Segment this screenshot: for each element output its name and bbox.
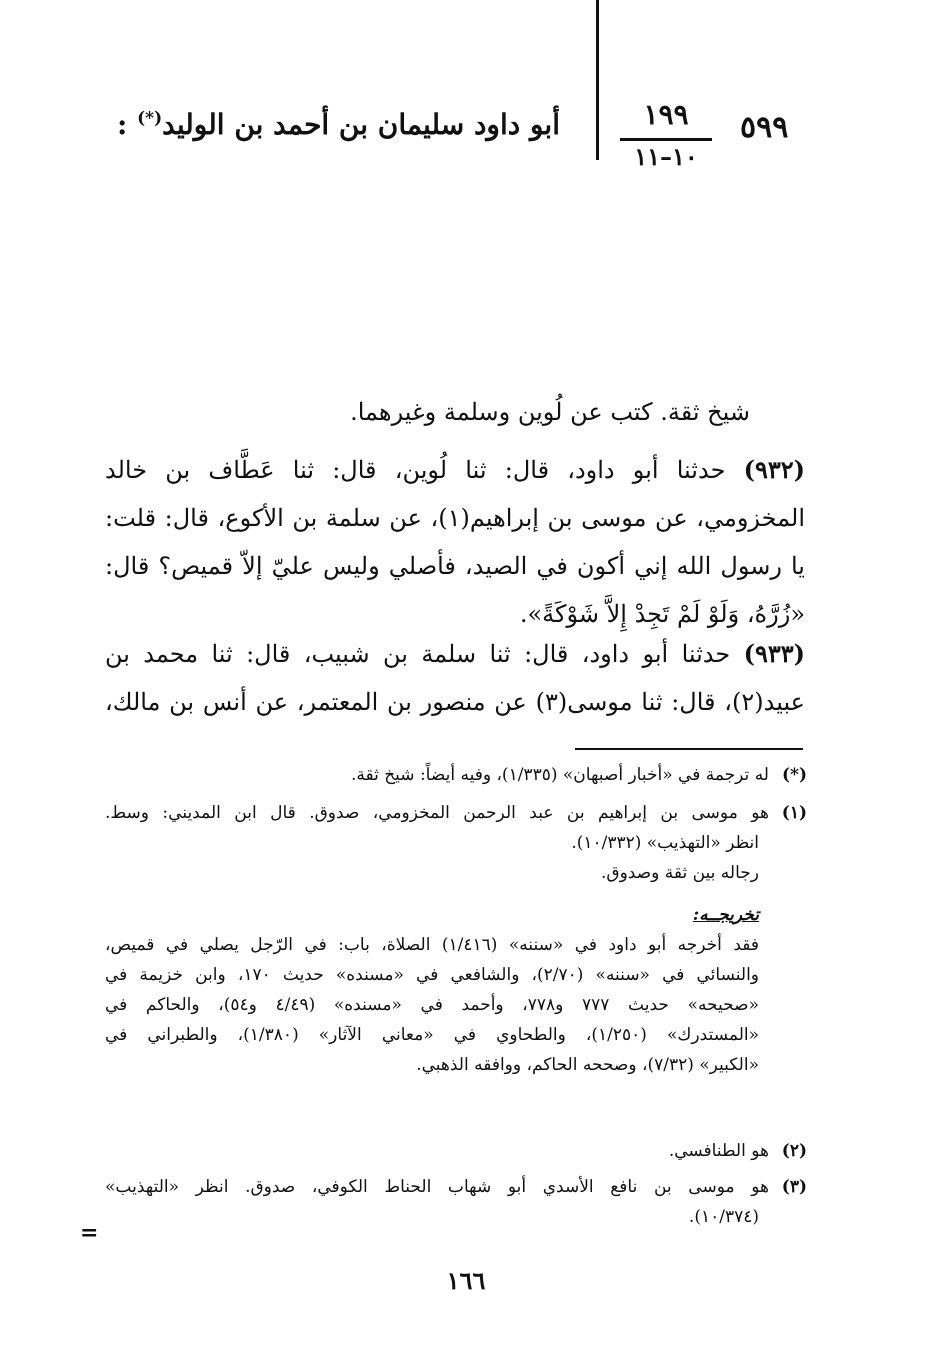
hadith-933-number: (٩٣٣) — [743, 639, 805, 668]
footnote-2 — [105, 1136, 807, 1166]
footnote-1-line-2: انظر «التهذيب» (١٠/٣٣٢). — [571, 833, 759, 853]
footnote-rule — [575, 748, 803, 750]
entry-number: ٥٩٩ — [740, 110, 789, 145]
takhrij-line-1: فقد أخرجه أبو داود في «سننه» (١/٤١٦) الصلاة، باب: في الرّجل يصلي في قميص، — [105, 935, 759, 955]
footnote-3-line-2: (١٠/٣٧٤). — [688, 1207, 759, 1227]
heading-colon: : — [117, 108, 138, 141]
hadith-932-line-1-text: حدثنا أبو داود، قال: ثنا لُوين، قال: ثنا عَطَّاف بن خالد — [105, 456, 726, 484]
hadith-932 — [105, 446, 805, 638]
footnote-3-line-1-text: هو موسى بن نافع الأسدي أبو شهاب الحناط الكوفي، صدوق. انظر «التهذيب» — [105, 1177, 769, 1197]
footnote-1-line-1-text: هو موسى بن إبراهيم بن عبد الرحمن المخزومي، صدوق. قال ابن المديني: وسط. — [105, 803, 769, 823]
footnote-3 — [105, 1172, 807, 1232]
fraction-bar — [620, 138, 712, 141]
footnote-star — [105, 760, 807, 790]
hadith-932-line-2: المخزومي، عن موسى بن إبراهيم(١)، عن سلمة بن الأكوع، قال: قلت: — [105, 504, 805, 532]
footnote-2-text: هو الطنافسي. — [668, 1141, 769, 1161]
takhrij-line-2: والنسائي في «سننه» (٢/٧٠)، والشافعي في «مسنده» حديث ١٧٠، وابن خزيمة في — [105, 965, 759, 985]
footnote-1-line-3: رجاله بين ثقة وصدوق. — [600, 863, 759, 883]
continuation-mark: = — [80, 1220, 99, 1246]
hadith-933-line-1 — [105, 630, 805, 678]
hadith-932-line-1 — [105, 446, 805, 494]
takhrij-line-3: «صحيحه» حديث ٧٧٧ و٧٧٨، وأحمد في «مسنده» (٤/٤٩ و٥٤)، والحاكم في — [105, 995, 759, 1015]
takhrij-line-4: «المستدرك» (١/٢٥٠)، والطحاوي في «معاني الآثار» (١/٣٨٠)، والطبراني في — [105, 1025, 759, 1045]
volume-fraction-top: ١٩٩ — [643, 98, 689, 131]
footnote-1-mark: (١) — [781, 803, 807, 823]
footnote-3-mark: (٣) — [781, 1177, 807, 1197]
takhrij-line-5: «الكبير» (٧/٣٢)، وصححه الحاكم، ووافقه الذهبي. — [416, 1055, 759, 1075]
page-number: ١٦٦ — [446, 1266, 486, 1295]
hadith-933-line-2: عبيد(٢)، قال: ثنا موسى(٣) عن منصور بن المعتمر، عن أنس بن مالك، — [105, 688, 805, 716]
heading-footnote-mark: (*) — [137, 108, 163, 129]
takhrij-heading: تخريجــه: — [692, 905, 759, 925]
hadith-932-line-3: يا رسول الله إني أكون في الصيد، فأصلي وليس عليّ إلاّ قميص؟ قال: — [105, 552, 805, 580]
narrator-heading — [117, 108, 560, 141]
hadith-933 — [105, 630, 805, 726]
footnote-2-mark: (٢) — [781, 1141, 807, 1161]
hadith-932-number: (٩٣٢) — [743, 455, 805, 484]
hadith-932-line-4: «زُرَّهُ، وَلَوْ لَمْ تَجِدْ إِلاَّ شَوْكَةً». — [519, 600, 805, 628]
narrator-description: شيخ ثقة. كتب عن لُوين وسلمة وغيرهما. — [350, 398, 750, 426]
footnote-1-line-1 — [105, 798, 807, 828]
footnote-1 — [105, 798, 807, 1080]
header-divider — [596, 0, 599, 160]
footnote-3-line-1 — [105, 1172, 807, 1202]
volume-fraction-bottom: ١٠–١١ — [634, 142, 698, 171]
narrator-name: أبو داود سليمان بن أحمد بن الوليد — [162, 108, 560, 141]
hadith-933-line-1-text: حدثنا أبو داود، قال: ثنا سلمة بن شبيب، قال: ثنا محمد بن — [105, 640, 731, 668]
footnote-star-mark: (*) — [782, 765, 807, 785]
footnote-star-text: له ترجمة في «أخبار أصبهان» (١/٣٣٥)، وفيه أيضاً: شيخ ثقة. — [350, 765, 769, 785]
